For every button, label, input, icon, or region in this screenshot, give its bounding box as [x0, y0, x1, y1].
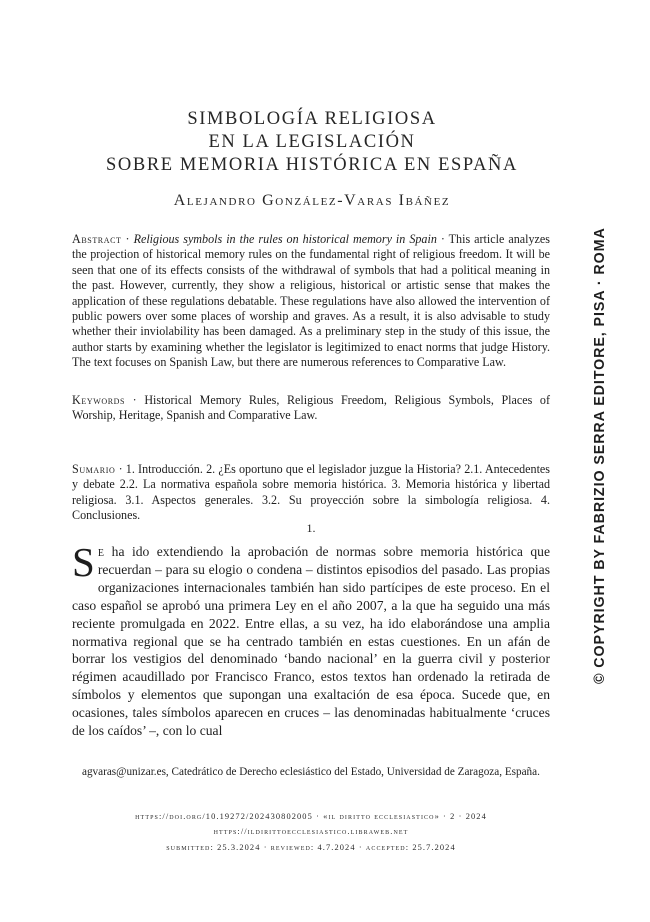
keywords-label: Keywords — [72, 393, 126, 407]
body-paragraph — [72, 539, 550, 740]
summary-separator: · — [115, 462, 126, 476]
summary-text: 1. Introducción. 2. ¿Es oportuno que el legislador juzgue la Historia? 2.1. Antecedentes y debate 2.2. La normativa española sobre memoria histórica. 3. Memoria histórica y libertad religiosa. 3.1. Aspectos generales. 3.2. Su proyección sobre la simbología religiosa. 4. Conclusiones. — [72, 462, 550, 523]
section-heading: 1. — [306, 521, 316, 535]
drop-cap: S — [72, 539, 95, 585]
footnote-text: agvaras@unizar.es, Catedrático de Derecho eclesiástico del Estado, Universidad de Zaragoza, España. — [82, 766, 540, 778]
body-text: ha ido extendiendo la aprobación de normas sobre memoria histórica que recuerdan – para su elogio o condena – distintos episodios del pasado. Las propias organizaciones internacionales también han sido partícipes de este proceso. En el caso español se aprobó una primera Ley en el año 2007, a la que ha seguido una más reciente promulgada en 2022. Entre ellas, a su vez, ha ido elaborándose una amplia normativa regional que se ha centrado también en estas cuestiones. En un afán de borrar los vestigios del denominado ‘bando nacional’ en la guerra civil y posterior régimen acaudillado por Francisco Franco, estos textos han ordenado la retirada de símbolos y elementos que supongan una exaltación de esa época. Sucede que, en ocasiones, tales símbolos aparecen en cruces – las denominadas habitualmente ‘cruces de los caídos’ –, con lo cual — [72, 544, 550, 739]
keywords — [72, 393, 550, 424]
author-name: Alejandro González-Varas Ibáñez — [173, 192, 451, 209]
smallcaps-lead: e — [97, 544, 105, 559]
journal-url: https://ildirittoecclesiastico.libraweb.net — [213, 827, 409, 836]
abstract-separator: · — [121, 232, 134, 246]
summary — [72, 462, 550, 524]
title-line: SIMBOLOGÍA RELIGIOSA — [187, 109, 437, 129]
title-line: SOBRE MEMORIA HISTÓRICA EN ESPAÑA — [106, 155, 518, 175]
doi-line: https://doi.org/10.19272/202430802005 · «il diritto ecclesiastico» · 2 · 2024 — [135, 812, 487, 821]
keywords-text: Historical Memory Rules, Religious Freedom, Religious Symbols, Places of Worship, Heritage, Spanish and Comparative Law. — [72, 393, 551, 423]
summary-label: Sumario — [72, 462, 116, 476]
abstract-separator: · — [436, 232, 449, 246]
article-title — [72, 108, 552, 177]
abstract — [72, 232, 550, 371]
abstract-english-title: Religious symbols in the rules on historical memory in Spain — [133, 232, 437, 246]
copyright-notice: © COPYRIGHT BY FABRIZIO SERRA EDITORE, PISA · ROMA — [592, 227, 608, 684]
author-footnote — [72, 765, 550, 781]
keywords-separator: · — [125, 393, 145, 407]
submission-dates: submitted: 25.3.2024 · reviewed: 4.7.2024 · accepted: 25.7.2024 — [166, 843, 456, 852]
title-line: EN LA LEGISLACIÓN — [208, 132, 416, 152]
abstract-text: This article analyzes the projection of historical memory rules on the fundamental right of religious freedom. It will be seen that one of its effects consists of the withdrawal of symbols that had a political meaning in the past. However, currently, they show a religious, historical or artistic sense that makes the application of these regulations debatable. These regulations have also allowed the intervention of public powers over some places of worship and graves. As a result, it is also advisable to study whether their inviolability has been damaged. As a preliminary step in the study of this issue, the author starts by examining whether the legislator is legitimized to enact norms that judge History. The text focuses on Spanish Law, but there are numerous references to Comparative Law. — [72, 232, 550, 370]
abstract-label: Abstract — [72, 232, 122, 246]
